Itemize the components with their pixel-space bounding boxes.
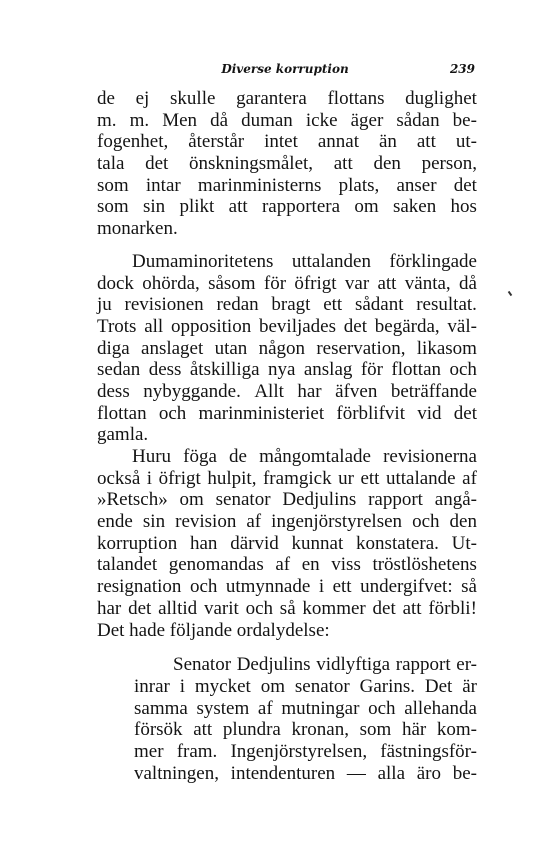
paragraph [97,88,477,240]
text-line: resignation och utmynnade i ett undergifvet: så [97,576,477,598]
text-line: de ej skulle garantera flottans duglighet [97,88,477,109]
text-line: m. m. Men då duman icke äger sådan be- [97,109,477,131]
text-line: dess nybyggande. Allt har äfven beträffande [97,380,477,402]
quote-line: mer fram. Ingenjörstyrelsen, fästningsför- [134,740,477,762]
text-line: också i öfrigt hulpit, framgick ur ett uttalande af [97,467,477,489]
text-line: dock ohörda, såsom för öfrigt var att vänta, då [97,272,477,294]
quote-line: Senator Dedjulins vidlyftiga rapport er- [173,654,477,676]
text-line: fogenhet, återstår intet annat än att ut- [97,131,477,153]
stray-ink-mark [508,291,513,296]
quote-line: valtningen, intendenturen — alla äro be- [134,762,477,784]
text-line: Dumaminoritetens uttalanden förklingade [132,250,477,272]
paragraph [97,251,477,446]
text-line: monarken. [97,218,178,240]
text-line: sedan dess åtskilliga nya anslag för flottan och [97,359,477,381]
text-line: Det hade följande ordalydelse: [97,619,330,641]
text-line: »Retsch» om senator Dedjulins rapport angå- [97,489,477,511]
body-text [97,88,477,784]
block-quote [134,654,477,784]
text-line: talandet genomandas af en viss tröstlöshetens [97,554,477,576]
quote-line: försök att plundra kronan, som här kom- [134,719,477,741]
text-line: Huru föga de mångomtalade revisionerna [132,446,477,467]
text-line: som intar marinministerns plats, anser det [97,174,477,196]
text-line: ende sin revision af ingenjörstyrelsen och den [97,511,477,533]
text-line: ju revisionen redan bragt ett sådant resultat. [97,294,477,316]
text-line: har det alltid varit och så kommer det att förbli! [97,597,477,619]
text-line: gamla. [97,424,149,446]
running-title: Diverse korruption [221,62,349,76]
text-line: flottan och marinministeriet förblifvit vid det [97,402,477,424]
paragraph [97,446,477,641]
quote-line: inrar i mycket om senator Garins. Det är [134,675,477,697]
page-header [95,62,475,82]
text-line: korruption han därvid kunnat konstatera. Ut- [97,532,477,554]
text-line: som sin plikt att rapportera om saken hos [97,196,477,218]
text-line: tala det önskningsmålet, att den person, [97,153,477,175]
quote-line: samma system af mutningar och allehanda [134,697,477,719]
page-number: 239 [449,62,475,76]
text-line: diga anslaget utan någon reservation, likasom [97,337,477,359]
text-line: Trots all opposition beviljades det begärda, väl- [97,315,477,337]
